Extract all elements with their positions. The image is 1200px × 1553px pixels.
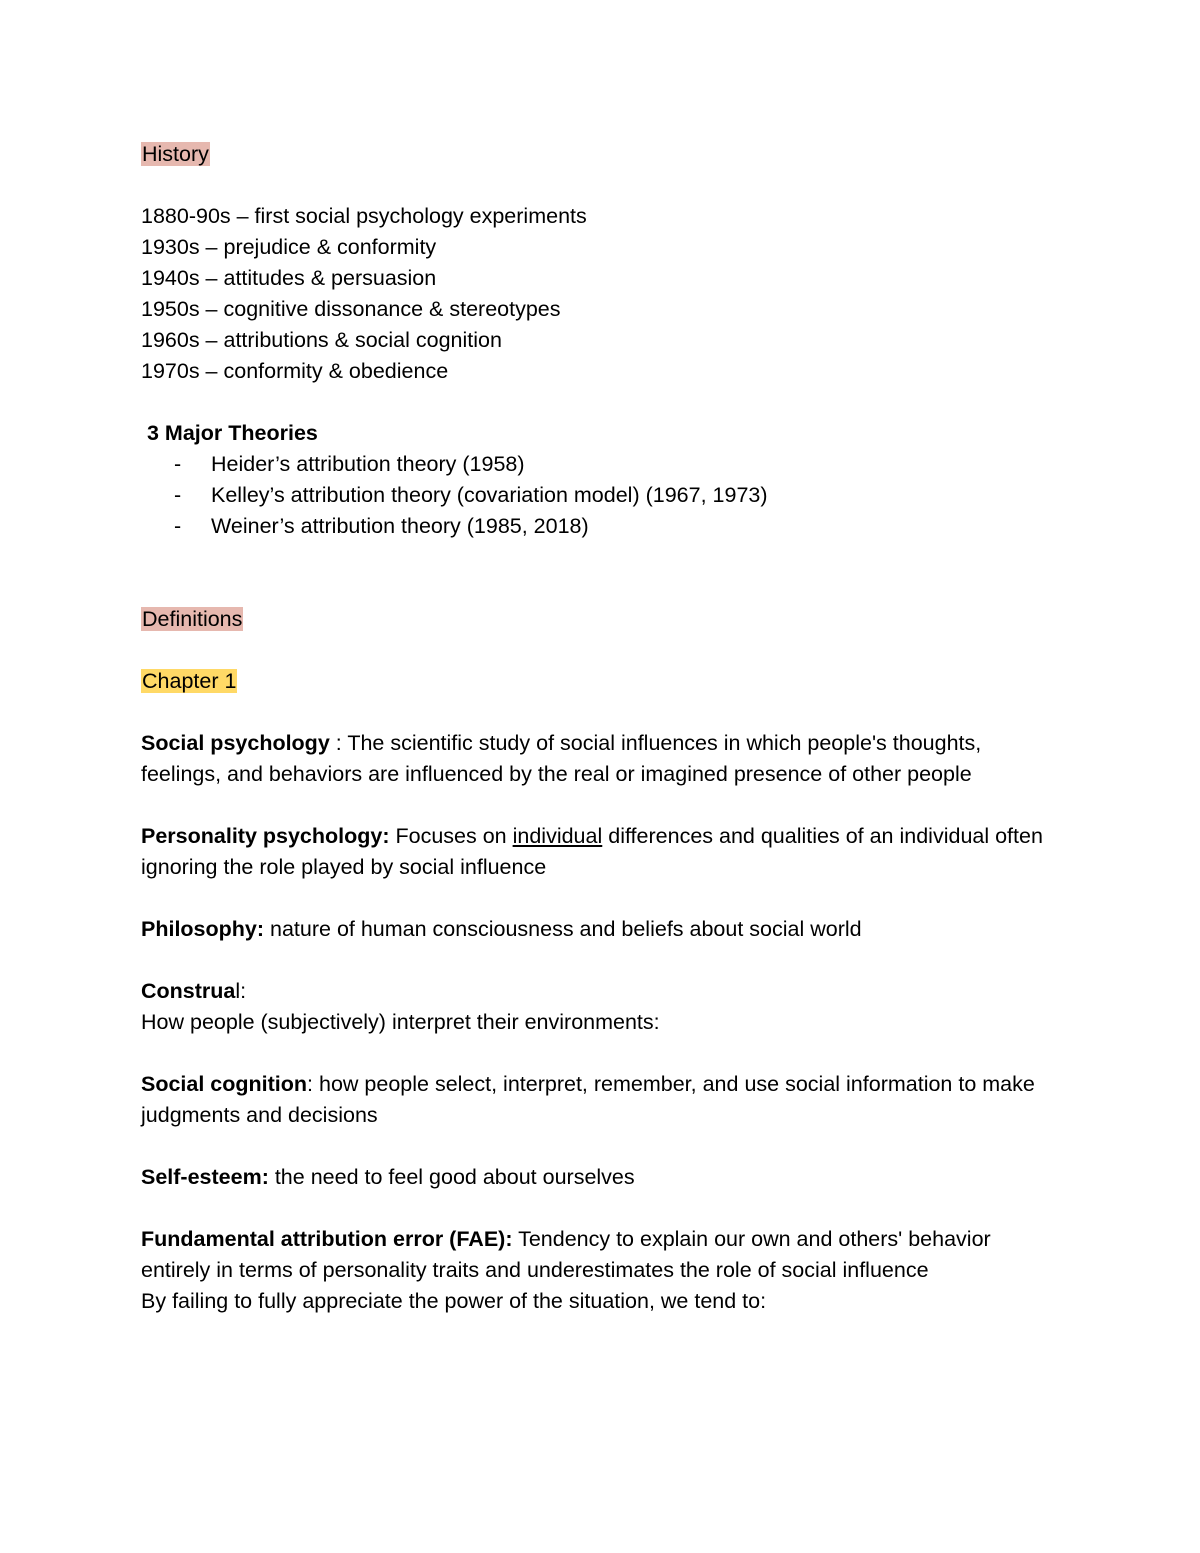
spacer — [141, 542, 1051, 573]
definition-social-cognition — [141, 1069, 1051, 1131]
term: Personality psychology: — [141, 824, 390, 848]
spacer — [141, 170, 1051, 201]
definition-construal-term — [141, 976, 1051, 1007]
term: Social cognition — [141, 1072, 308, 1096]
theories-heading: 3 Major Theories — [147, 421, 318, 445]
spacer — [141, 1038, 1051, 1069]
definition-text: Focuses on — [389, 824, 513, 848]
history-list — [141, 201, 1051, 387]
history-heading: History — [142, 142, 209, 166]
history-item: 1950s – cognitive dissonance & stereotypes — [141, 297, 561, 321]
spacer — [141, 1131, 1051, 1162]
term: Social psychology — [141, 731, 330, 755]
definitions-heading: Definitions — [142, 607, 243, 631]
definition-social-psychology — [141, 728, 1051, 790]
theory-text: Heider’s attribution theory (1958) — [211, 452, 525, 476]
term-tail: l: — [235, 979, 247, 1003]
term: Self-esteem: — [141, 1165, 269, 1189]
theory-text: Weiner’s attribution theory (1985, 2018) — [211, 514, 589, 538]
theories-list — [141, 449, 1051, 542]
chapter-heading-line — [141, 666, 1051, 697]
definition-fae — [141, 1224, 1051, 1286]
term: Fundamental attribution error (FAE): — [141, 1227, 513, 1251]
definition-text: differences and qualities of an individual often ignoring the role played by social influence — [141, 824, 1043, 879]
dash-bullet: - — [174, 452, 182, 476]
spacer — [141, 1193, 1051, 1224]
history-item: 1880-90s – first social psychology experiments — [141, 204, 587, 228]
chapter-heading: Chapter 1 — [142, 669, 237, 693]
spacer — [141, 697, 1051, 728]
history-item: 1960s – attributions & social cognition — [141, 328, 502, 352]
definition-text: : how people select, interpret, remember, and use social information to make judgments and decisions — [141, 1072, 1035, 1127]
spacer — [141, 945, 1051, 976]
spacer — [141, 573, 1051, 604]
definition-philosophy — [141, 914, 1051, 945]
spacer — [141, 635, 1051, 666]
dash-bullet: - — [174, 483, 182, 507]
dash-bullet: - — [174, 514, 182, 538]
theory-text: Kelley’s attribution theory (covariation model) (1967, 1973) — [211, 483, 768, 507]
definition-self-esteem — [141, 1162, 1051, 1193]
spacer — [141, 387, 1051, 418]
history-heading-line — [141, 139, 1051, 170]
history-item: 1930s – prejudice & conformity — [141, 235, 437, 259]
definition-text: Tendency to explain our own and others' behavior entirely in terms of personality traits and underestimates the role of social influence — [141, 1227, 991, 1282]
definitions-heading-line — [141, 604, 1051, 635]
definition-personality-psychology — [141, 821, 1051, 883]
definition-text: the need to feel good about ourselves — [268, 1165, 635, 1189]
spacer — [141, 790, 1051, 821]
term: Philosophy: — [141, 917, 265, 941]
theory-item — [141, 480, 1051, 511]
document-page — [141, 139, 1051, 1317]
term: Construa — [141, 979, 236, 1003]
spacer — [141, 883, 1051, 914]
theory-item — [141, 511, 1051, 542]
history-item: 1940s – attitudes & persuasion — [141, 266, 437, 290]
history-item: 1970s – conformity & obedience — [141, 359, 449, 383]
underlined-word: individual — [512, 824, 603, 848]
theory-item — [141, 449, 1051, 480]
fae-followup: By failing to fully appreciate the power of the situation, we tend to: — [141, 1289, 767, 1313]
definition-text: : The scientific study of social influences in which people's thoughts, feelings, and behaviors are influenced by the real or imagined presence of other people — [141, 731, 982, 786]
definition-text: nature of human consciousness and beliefs about social world — [264, 917, 862, 941]
definition-construal-text: How people (subjectively) interpret their environments: — [141, 1010, 660, 1034]
